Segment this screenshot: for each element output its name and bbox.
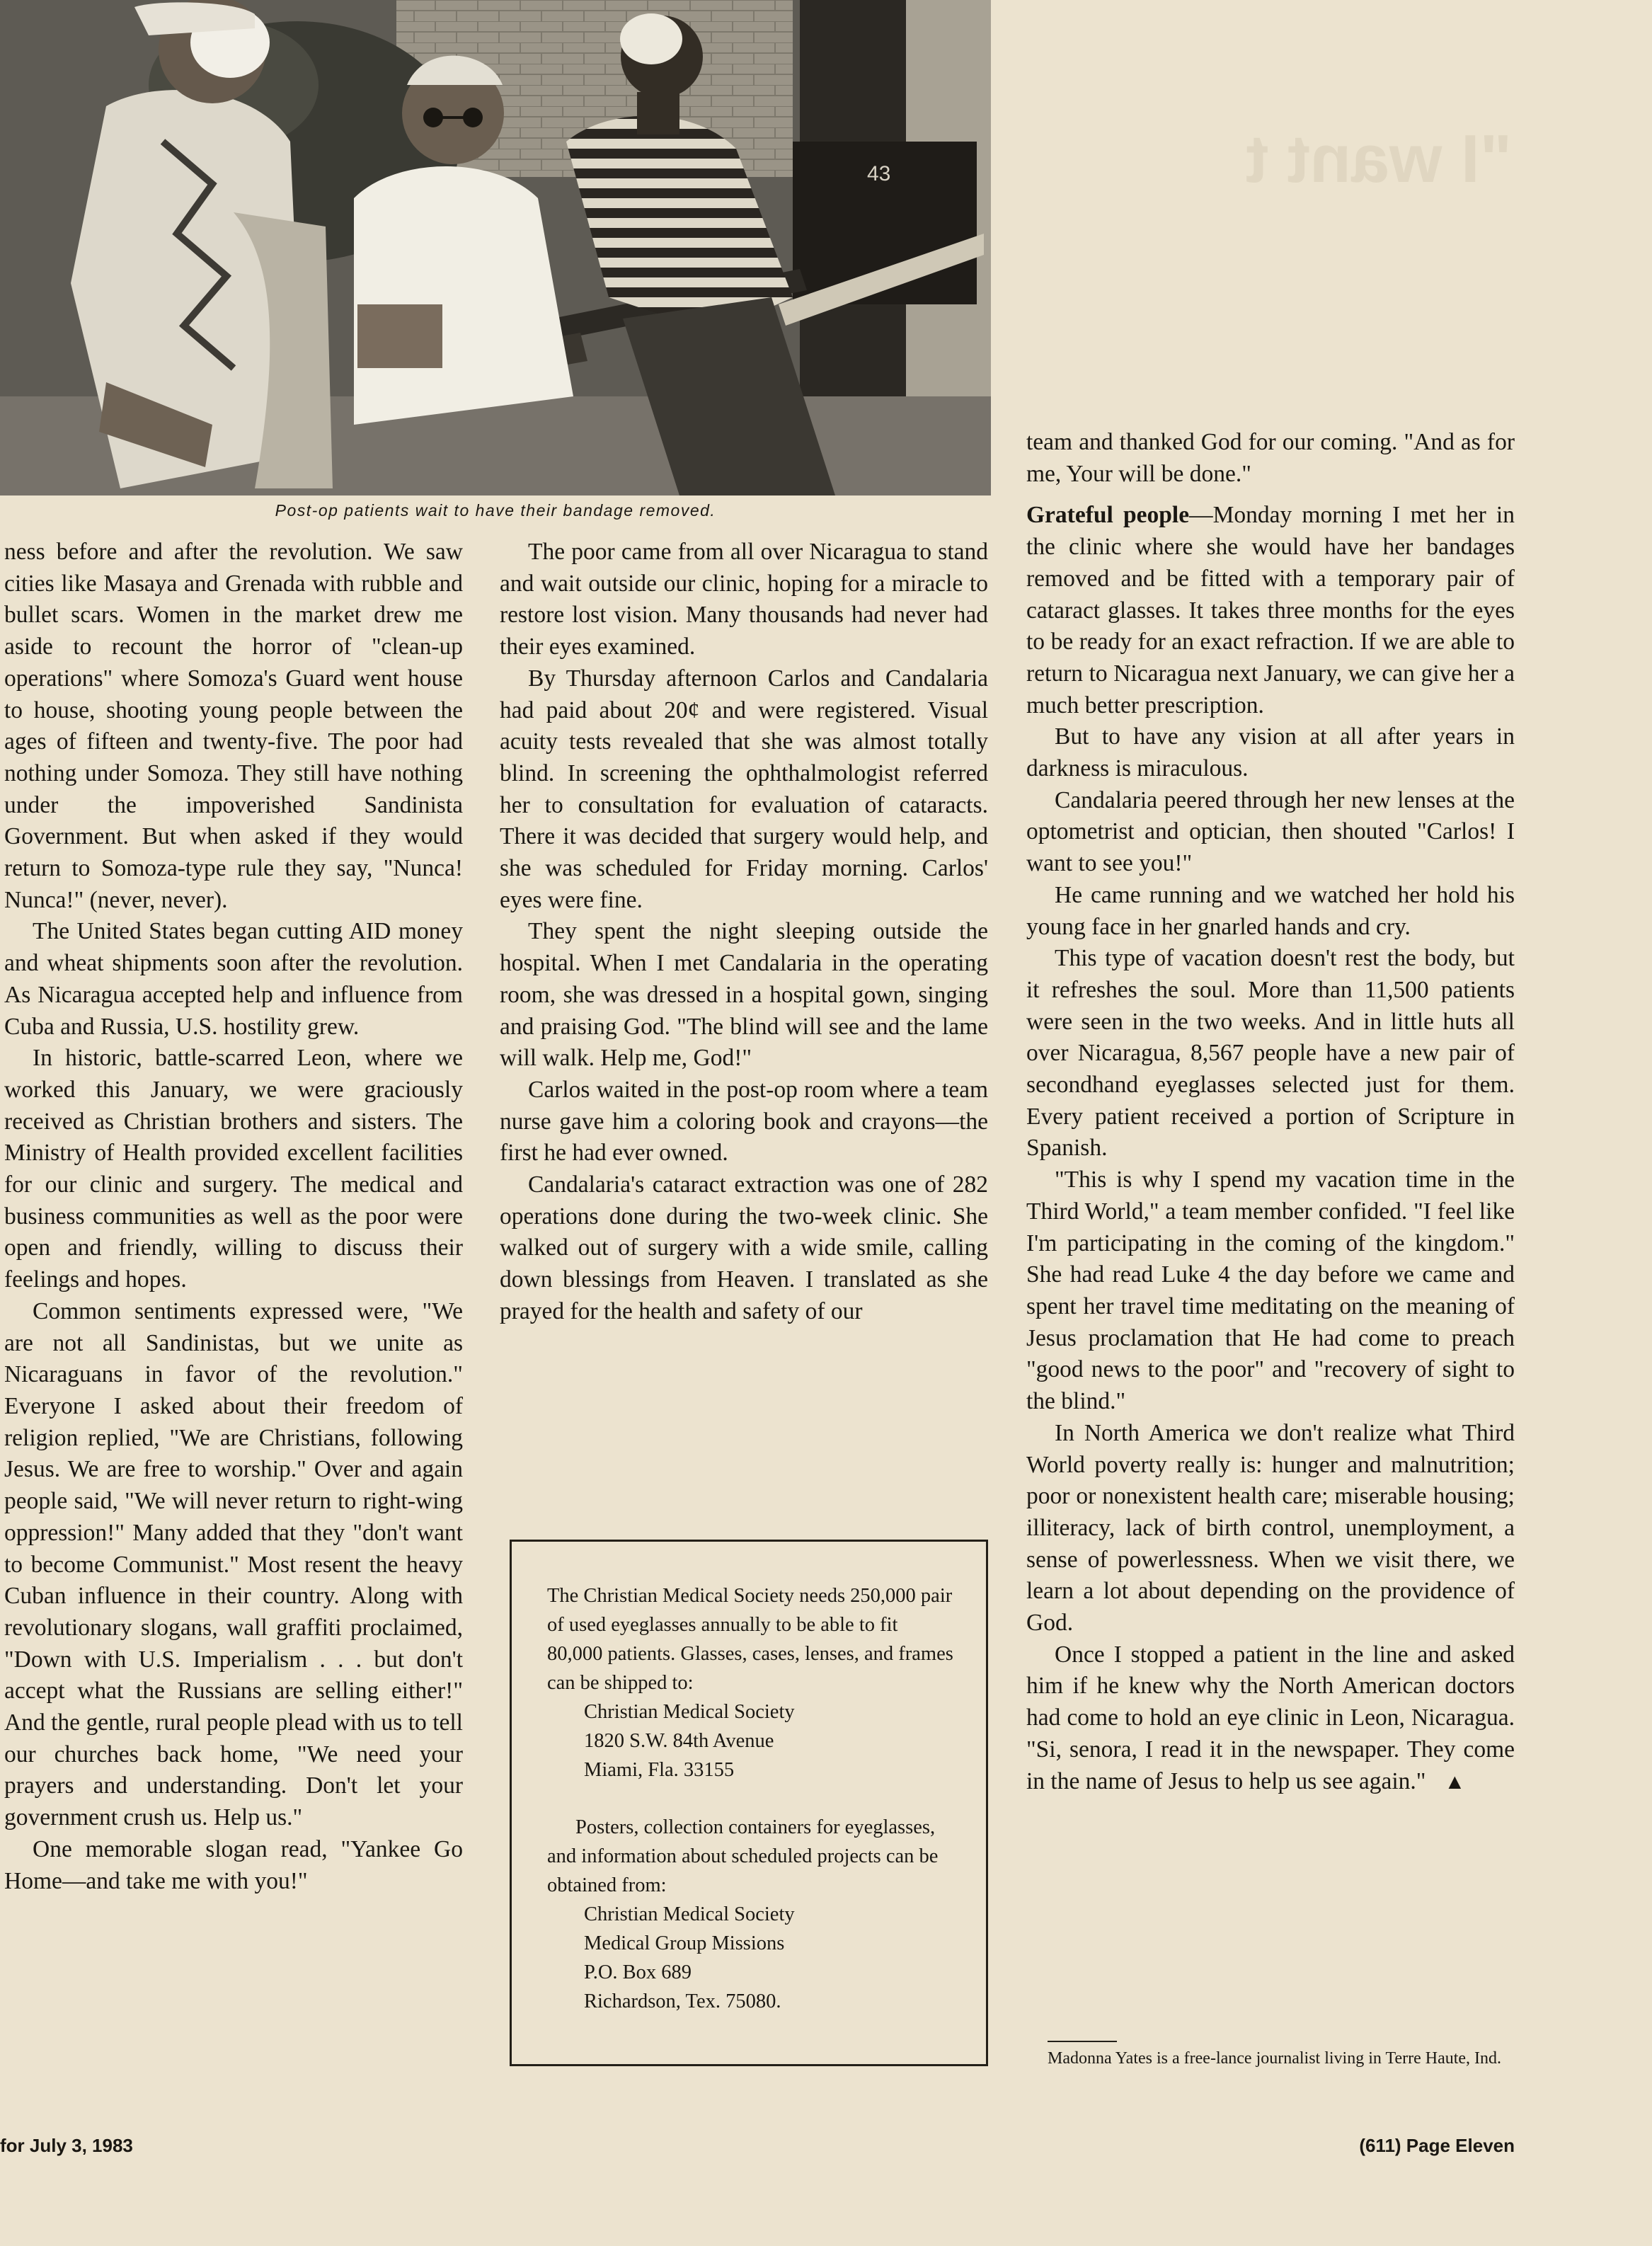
bio-divider bbox=[1048, 2041, 1117, 2042]
end-mark-icon: ▲ bbox=[1444, 1770, 1466, 1794]
column3-paragraph-5: "This is why I spend my vacation time in the Third World," a team member confided. "I feel like I'm participating in the coming of the kingdom." She had read Luke 4 the day before we came and spent her travel time meditating on the meaning of Jesus proclamation that He had come to preach "good news to the poor" and "recovery of sight to the blind." bbox=[1026, 1167, 1515, 1415]
patients-photo-illustration bbox=[0, 0, 991, 495]
article-column-1 bbox=[4, 537, 463, 1897]
column3-lead: team and thanked God for our coming. "And as for me, Your will be done." bbox=[1026, 429, 1515, 487]
footer-date: for July 3, 1983 bbox=[0, 2135, 133, 2156]
box-address2-line1: Christian Medical Society bbox=[584, 1903, 795, 1925]
column2-paragraph-1: The poor came from all over Nicaragua to stand and wait outside our clinic, hoping for a miracle to restore lost vision. Many thousands had never had their eyes examined. bbox=[500, 539, 988, 660]
box-address2-line2: Medical Group Missions bbox=[584, 1932, 785, 1954]
column3-subhead-paragraph bbox=[1026, 500, 1515, 721]
column3-paragraph-last bbox=[1026, 1639, 1515, 1799]
patients-photo bbox=[0, 0, 991, 495]
author-bio: Madonna Yates is a free-lance journalist living in Terre Haute, Ind. bbox=[1048, 2049, 1502, 2068]
column3-paragraph-6: In North America we don't realize what Third World poverty really is: hunger and malnutrition; poor or nonexistent health care; miserable housing; illiteracy, lack of birth control, unemployment, a sense of powerlessness. When we visit there, we learn a lot about depending on the providence of God. bbox=[1026, 1419, 1515, 1637]
photo-caption: Post-op patients wait to have their bandage removed. bbox=[275, 501, 716, 520]
column2-paragraph-3: They spent the night sleeping outside the hospital. When I met Candalaria in the operating room, she was dressed in a hospital gown, singing and praising God. "The blind will see and the lame will walk. Help me, God!" bbox=[500, 918, 988, 1072]
column2-paragraph-2: By Thursday afternoon Carlos and Candalaria had paid about 20¢ and were registered. Visual acuity tests revealed that she was almost totally blind. In screening the ophthalmologist referred her to consultation for evaluation of cataracts. There it was decided that surgery would help, and she was scheduled for Friday morning. Carlos' eyes were fine. bbox=[500, 665, 988, 913]
column1-paragraph-1: ness before and after the revolution. We saw cities like Masaya and Grenada with rubble and bullet scars. Women in the market drew me aside to recount the horror of "clean-up operations" where Somoza's Guard went house to house, shooting young people between the ages of fifteen and twenty-five. The poor had nothing under Somoza. They still have nothing under the impoverished Sandinista Government. But when asked if they would return to Somoza-type rule they say, "Nunca! Nunca!" (never, never). bbox=[4, 539, 463, 913]
desk-number-label: 43 bbox=[867, 162, 891, 185]
article-column-3 bbox=[1026, 427, 1515, 1798]
box-address1-line3: Miami, Fla. 33155 bbox=[584, 1759, 735, 1781]
box-address2-line4: Richardson, Tex. 75080. bbox=[584, 1990, 781, 2012]
column1-paragraph-3: In historic, battle-scarred Leon, where we worked this January, we were graciously received as Christian brothers and sisters. The Ministry of Health provided excellent facilities for our clinic and surgery. The medical and business communities as well as the poor were open and friendly, willing to discuss their feelings and hopes. bbox=[4, 1045, 463, 1293]
column1-paragraph-5: One memorable slogan read, "Yankee Go Home—and take me with you!" bbox=[4, 1835, 463, 1894]
footer-page-number: (611) Page Eleven bbox=[1359, 2135, 1515, 2156]
column3-paragraph-3: He came running and we watched her hold his young face in her gnarled hands and cry. bbox=[1026, 881, 1515, 940]
column2-paragraph-4: Carlos waited in the post-op room where a team nurse gave him a coloring book and crayons—the first he had ever owned. bbox=[500, 1076, 988, 1167]
box-address2-line3: P.O. Box 689 bbox=[584, 1961, 692, 1983]
last-paragraph-text: Once I stopped a patient in the line and asked him if he knew why the North American doctors had come to hold an eye clinic in Leon, Nicaragua. "Si, senora, I read it in the newspaper. They come in the name of Jesus to help us see again." bbox=[1026, 1641, 1515, 1794]
column3-paragraph-4: This type of vacation doesn't rest the body, but it refreshes the soul. More than 11,500 patients were seen in the two weeks. And in little huts all over Nicaragua, 8,567 people have a new pair of secondhand eyeglasses selected just for them. Every patient received a portion of Scripture in Spanish. bbox=[1026, 945, 1515, 1162]
column1-paragraph-4: Common sentiments expressed were, "We are not all Sandinistas, but we unite as Nicaraguans in favor of the revolution." Everyone I asked about their freedom of religion replied, "We are Christians, following Jesus. We are free to worship." Over and again people said, "We will never return to right-wing oppression!" Many added that they "don't want to become Communist." Most resent the heavy Cuban influence in their country. Along with revolutionary slogans, wall graffiti proclaimed, "Down with U.S. Imperialism . . . but don't accept what the Russians are selling either!" And the gentle, rural people plead with us to tell our churches back home, "We need your prayers and understanding. Don't let your government crush us. Help us." bbox=[4, 1297, 463, 1831]
box-address1-line1: Christian Medical Society bbox=[584, 1701, 795, 1723]
eyeglasses-donation-box bbox=[510, 1540, 988, 2066]
subhead-grateful-people: Grateful people bbox=[1026, 502, 1190, 529]
box-intro: The Christian Medical Society needs 250,000 pair of used eyeglasses annually to be able to fit 80,000 patients. Glasses, cases, lenses, and frames can be shipped to: bbox=[547, 1585, 953, 1694]
show-through-headline: "I want t bbox=[1246, 121, 1513, 197]
box-second-paragraph: Posters, collection containers for eyeglasses, and information about scheduled projects can be obtained from: bbox=[547, 1816, 939, 1896]
article-column-2 bbox=[500, 537, 988, 1328]
box-address1-line2: 1820 S.W. 84th Avenue bbox=[584, 1730, 774, 1752]
column3-paragraph-1: But to have any vision at all after years in darkness is miraculous. bbox=[1026, 723, 1515, 782]
column3-paragraph-2: Candalaria peered through her new lenses at the optometrist and optician, then shouted "Carlos! I want to see you!" bbox=[1026, 786, 1515, 877]
subhead-paragraph-text: —Monday morning I met her in the clinic where she would have her bandages removed and be fitted with a temporary pair of cataract glasses. It takes three months for the eyes to be ready for an exact refraction. If we are able to return to Nicaragua next January, we can give her a much better prescription. bbox=[1026, 502, 1515, 718]
column1-paragraph-2: The United States began cutting AID money and wheat shipments soon after the revolution. As Nicaragua accepted help and influence from Cuba and Russia, U.S. hostility grew. bbox=[4, 918, 463, 1040]
column2-paragraph-5: Candalaria's cataract extraction was one of 282 operations done during the two-week clinic. She walked out of surgery with a wide smile, calling down blessings from Heaven. I translated as she prayed for the health and safety of our bbox=[500, 1171, 988, 1324]
